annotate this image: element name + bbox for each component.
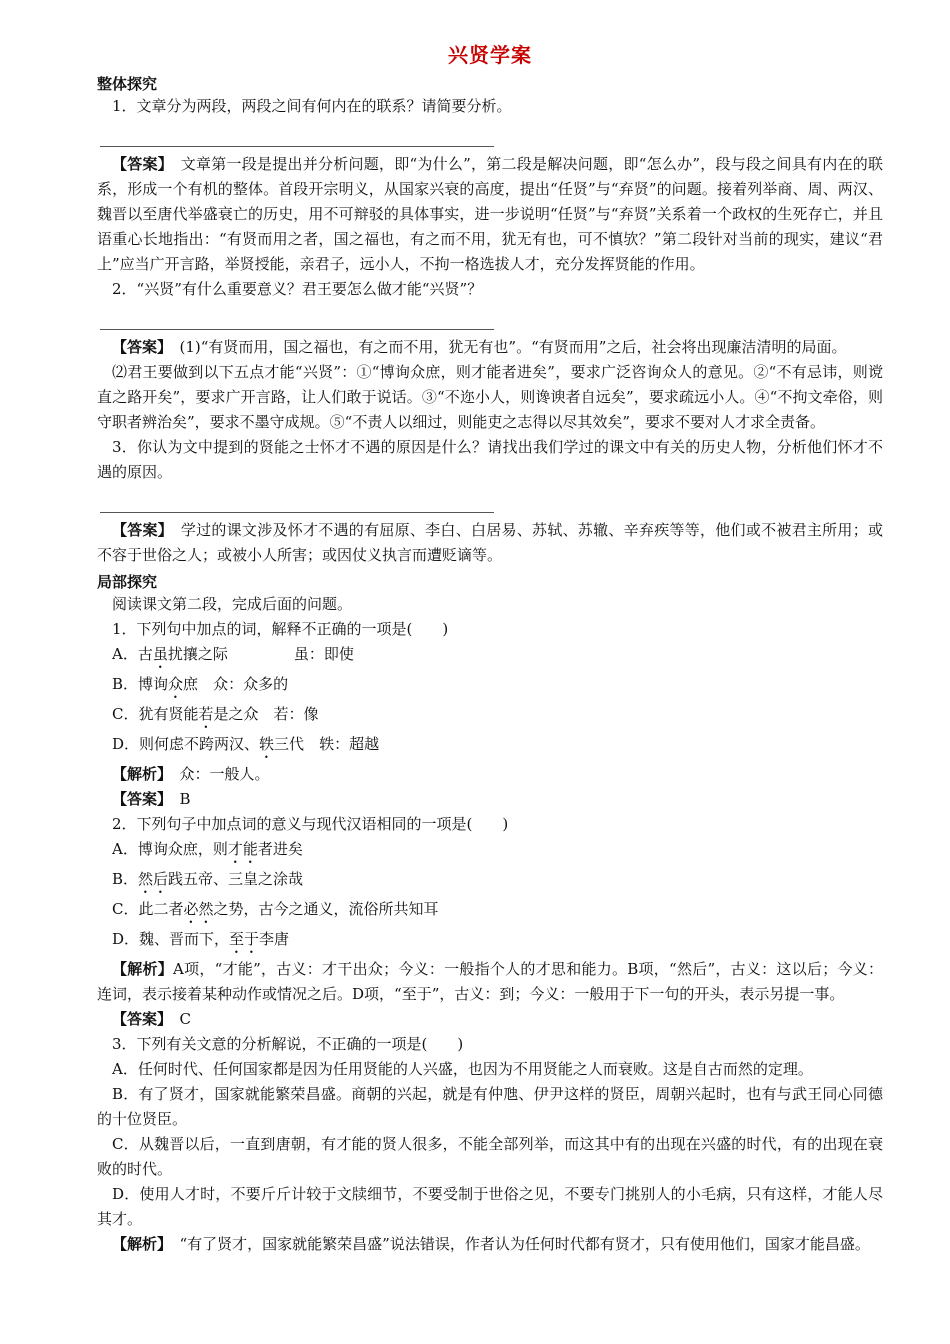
option-text: 庶 [183, 675, 199, 693]
answer-tag: 【答案】 [112, 1010, 165, 1028]
mc3-option-c: C．从魏晋以后，一直到唐朝，有才能的贤人很多，不能全部列举，而这其中有的出现在兴盛的时代，有的出现在衰败的时代。 [97, 1135, 883, 1178]
answer-text: C [164, 1010, 191, 1028]
analysis-tag: 【解析】 [112, 1235, 165, 1253]
mc1-answer [97, 787, 883, 812]
option-text: 三代 [274, 735, 305, 753]
section-heading-overall: 整体探究 [97, 75, 158, 93]
mc1-option-b [97, 672, 883, 702]
mc3-option-a: A．任何时代、任何国家都是因为任用贤能的人兴盛，也因为不用贤能之人而衰败。这是自古而然的定理。 [112, 1060, 813, 1078]
option-gloss: 众：众多的 [213, 675, 289, 693]
answer-2 [97, 335, 883, 360]
mc1-analysis [97, 762, 883, 787]
mc2-option-d [97, 927, 883, 957]
option-text: A．古 [112, 645, 153, 663]
mc1-option-d [97, 732, 883, 762]
dotted-word: 轶 [259, 735, 275, 753]
option-gloss: 轶：超越 [319, 735, 380, 753]
answer-text: (1)“有贤而用，国之福也，有之而不用，犹无有也”。“有贤而用”之后，社会将出现廉洁清明的局面。 [164, 338, 847, 356]
option-text: C．此二者 [112, 900, 184, 918]
option-text: D．则何虑不跨两汉、 [112, 735, 260, 753]
option-text: D．魏、晋而下， [112, 930, 230, 948]
option-text: 之势，古今之通义，流俗所共知耳 [213, 900, 439, 918]
analysis-tag: 【解析】 [112, 765, 165, 783]
section-heading-local: 局部探究 [97, 573, 158, 591]
section-intro: 阅读课文第二段，完成后面的问题。 [112, 595, 353, 613]
answer-3 [97, 518, 883, 568]
mc-question-3: 3．下列有关文意的分析解说，不正确的一项是( ) [112, 1035, 464, 1053]
option-text: A．博询众庶，则 [112, 840, 228, 858]
question-1: 1．文章分为两段，两段之间有何内在的联系？请简要分析。 [112, 97, 512, 115]
mc2-analysis [97, 957, 883, 1007]
option-text: B．博询 [112, 675, 169, 693]
analysis-text: “有了贤才，国家就能繁荣昌盛”说法错误，作者认为任何时代都有贤才，只有使用他们，国家才能昌盛。 [164, 1235, 870, 1253]
option-text: 是之众 [213, 705, 259, 723]
analysis-text: 众：一般人。 [164, 765, 270, 783]
answer-text: 文章第一段是提出并分析问题，即“为什么”，第二段是解决问题，即“怎么办”，段与段之间具有内在的联系，形成一个有机的整体。首段开宗明义，从国家兴衰的高度，提出“任贤”与“弃贤”的问题。接着列举商、周、两汉、魏晋以至唐代举盛衰亡的历史，用不可辩驳的具体事实，进一步说明“任贤”与“弃贤”关系着一个政权的生死存亡，并且语重心长地指出：“有贤而用之者，国之福也，有之而不用，犹无有也，可不慎欤？”第二段针对当前的现实，建议“君上”应当广开言路，举贤授能，亲君子，远小人，不拘一格选拔人才，充分发挥贤能的作用。 [97, 155, 883, 273]
mc2-option-c [97, 897, 883, 927]
answer-1 [97, 152, 883, 277]
dotted-word: 众 [168, 675, 184, 693]
analysis-tag: 【解析】 [112, 960, 174, 978]
dotted-word: 若 [198, 705, 214, 723]
option-text: C．犹有贤能 [112, 705, 199, 723]
document-page [97, 40, 883, 1257]
answer-tag: 【答案】 [112, 521, 166, 539]
mc3-option-d: D．使用人才时，不要斤斤计较于文牍细节，不要受制于世俗之见，不要专门挑别人的小毛病，只有这样，才能人尽其才。 [97, 1185, 883, 1228]
mc3-option-b: B．有了贤才，国家就能繁荣昌盛。商朝的兴起，就是有仲虺、伊尹这样的贤臣，周朝兴起时，也有与武王同心同德的十位贤臣。 [97, 1085, 883, 1128]
answer-line-1 [100, 119, 494, 147]
option-text: 李唐 [259, 930, 290, 948]
mc-question-2: 2．下列句子中加点词的意义与现代汉语相同的一项是( ) [112, 815, 509, 833]
option-text: 者进矣 [257, 840, 303, 858]
question-3: 3．你认为文中提到的贤能之士怀才不遇的原因是什么？请找出我们学过的课文中有关的历史人物，分析他们怀才不遇的原因。 [97, 438, 883, 481]
dotted-word: 才能 [227, 840, 258, 858]
answer-tag: 【答案】 [112, 155, 166, 173]
question-2: 2．“兴贤”有什么重要意义？君王要怎么做才能“兴贤”？ [112, 280, 483, 298]
answer-tag: 【答案】 [112, 338, 165, 356]
dotted-word: 必然 [183, 900, 214, 918]
answer-2-part-2: ⑵君王要做到以下五点才能“兴贤”：①“博询众庶，则才能者进矣”，要求广泛咨询众人的意见。②“不有忌讳，则谠直之路开矣”，要求广开言路，让人们敢于说话。③“不迩小人，则谗谀者自远矣”，要求疏远小人。④“不拘文牵俗，则守职者辨治矣”，要求不墨守成规。⑤“不责人以细过，则能吏之志得以尽其效矣”，要求不要对人才求全责备。 [97, 363, 883, 431]
option-text: B． [112, 870, 139, 888]
answer-tag: 【答案】 [112, 790, 165, 808]
dotted-word: 然后 [138, 870, 169, 888]
mc2-option-a [97, 837, 883, 867]
mc2-answer [97, 1007, 883, 1032]
mc3-analysis [97, 1232, 883, 1257]
dotted-word: 至于 [229, 930, 260, 948]
analysis-text: A项，“才能”，古义：才干出众；今义：一般指个人的才思和能力。B项，“然后”，古义：这以后；今义：连词，表示接着某种动作或情况之后。D项，“至于”，古义：到；今义：一般用于下一句的开头，表示另提一事。 [97, 960, 883, 1003]
page-title: 兴贤学案 [448, 43, 532, 67]
option-text: 扰攘之际 [167, 645, 228, 663]
option-gloss: 虽：即使 [293, 645, 354, 663]
dotted-word: 虽 [152, 645, 168, 663]
mc1-option-a [97, 642, 883, 672]
mc-question-1: 1．下列句中加点的词，解释不正确的一项是( ) [112, 620, 449, 638]
mc2-option-b [97, 867, 883, 897]
answer-line-2 [100, 302, 494, 330]
mc1-option-c [97, 702, 883, 732]
answer-text: 学过的课文涉及怀才不遇的有屈原、李白、白居易、苏轼、苏辙、辛弃疾等等，他们或不被君主所用；或不容于世俗之人；或被小人所害；或因仗义执言而遭贬谪等。 [97, 521, 883, 564]
option-gloss: 若：像 [273, 705, 319, 723]
option-text: 践五帝、三皇之涂哉 [168, 870, 304, 888]
answer-text: B [164, 790, 191, 808]
answer-line-3 [100, 485, 494, 513]
